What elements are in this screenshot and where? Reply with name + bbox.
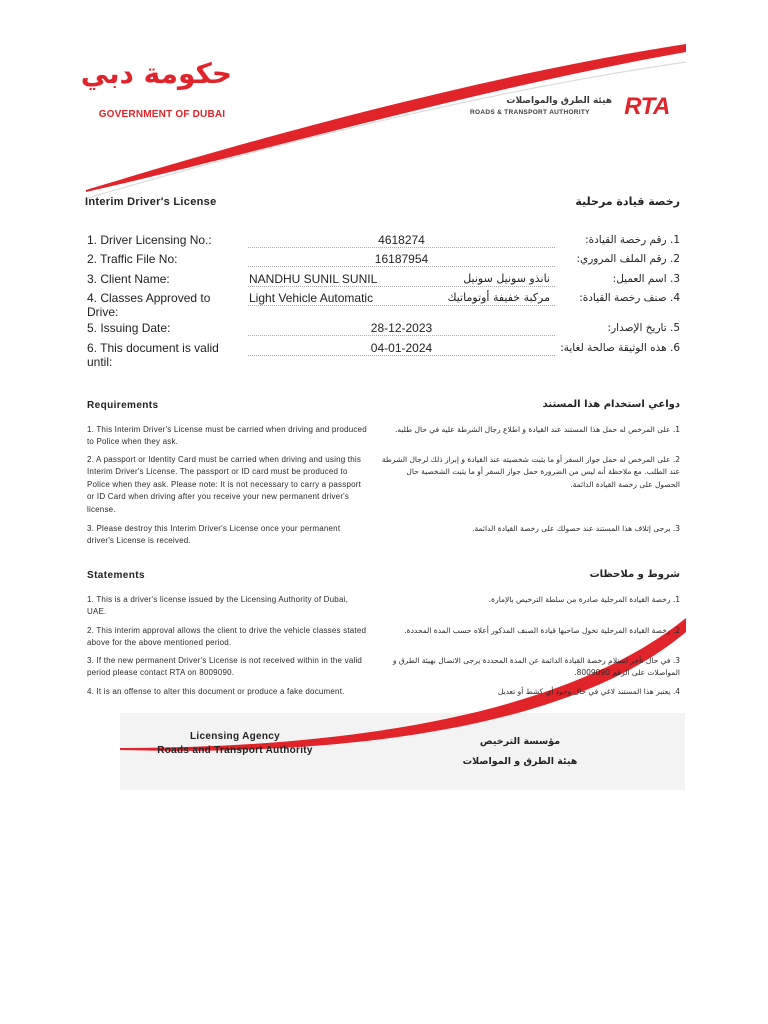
statement-item-en: 3. If the new permanent Driver's License is not received within in the valid period please contact RTA on 8009090. [87, 656, 363, 678]
field-label-ar: 4. صنف رخصة القيادة: [579, 292, 680, 304]
field-value: 4618274 [378, 233, 425, 247]
requirements-heading-en: Requirements [87, 400, 159, 411]
requirement-item-ar: 2. على المرخص له حمل جواز السفر أو ما يثبت شخصيته عند القيادة و إبراز ذلك لرجال الشرطة عند الطلب. مع ملاحظة أنه ليس من الضرورة حمل جواز السفر أو ما يثبت الشخصية حال الحصول على رخصة القيادة الدائمة. [381, 455, 680, 489]
footer-licensing-agency-ar: مؤسسة الترخيص [479, 736, 561, 747]
field-value: 28-12-2023 [370, 321, 433, 335]
field-value: 16187954 [374, 252, 429, 266]
field-value: NANDHU SUNIL SUNIL [249, 272, 378, 286]
statement-item-ar: 4. يعتبر هذا المستند لاغي في حال وجود أي كشط أو تعديل [497, 687, 680, 696]
document-title-en: Interim Driver's License [85, 196, 217, 208]
field-label-ar: 3. اسم العميل: [612, 273, 680, 285]
field-value-cell [248, 272, 555, 287]
requirement-item-en: 1. This Interim Driver's License must be carried when driving and produced to Police when they ask. [87, 425, 367, 447]
requirement-item-en: 3. Please destroy this Interim Driver's License once your permanent driver's License is received. [87, 524, 341, 546]
statement-item-en: 4. It is an offense to alter this document or produce a fake document. [87, 687, 345, 696]
field-value-ar: مركبة خفيفة أوتوماتيك [447, 291, 550, 304]
requirements-heading-ar: دواعي استخدام هذا المستند [542, 399, 680, 410]
statement-item-ar: 3. في حال تأخر استلام رخصة القيادة الدائمة عن المدة المحددة يرجى الاتصال بهيئة الطرق و المواصلات على الرقم 8009090. [392, 656, 680, 678]
field-label-en: 6. This document is valid until: [87, 341, 219, 369]
field-value-cell [248, 233, 555, 248]
footer-authority-ar: هيئة الطرق و المواصلات [462, 756, 578, 767]
statement-item-ar: 2. رخصة القيادة المرحلية تخول صاحبها قيادة الصنف المذكور أعلاه حسب المدة المحددة. [404, 626, 680, 635]
requirement-item-ar: 3. يرجى إتلاف هذا المستند عند حصولك على رخصة القيادة الدائمة. [472, 524, 680, 533]
government-of-dubai-logo-english: GOVERNMENT OF DUBAI [98, 109, 226, 120]
rta-logo-english: ROADS & TRANSPORT AUTHORITY [470, 109, 590, 116]
field-label-ar: 2. رقم الملف المروري: [576, 253, 680, 265]
field-value-cell [248, 341, 555, 356]
government-of-dubai-logo-arabic: حكومة دبي [80, 57, 232, 90]
field-value: Light Vehicle Automatic [249, 291, 374, 305]
statement-item-en: 1. This is a driver's license issued by the Licensing Authority of Dubai, UAE. [87, 595, 348, 617]
field-value: 04-01-2024 [370, 341, 433, 355]
field-label-en: 3. Client Name: [87, 272, 170, 286]
footer-licensing-agency-en: Licensing Agency [189, 731, 280, 742]
requirement-item-en: 2. A passport or Identity Card must be carried when driving and using this Interim Driver's License. The passport or ID card must be produced to Police when they ask. Please note: It is not necessary to carry a passport or ID Card when driving after you receive your new permanent driver's license. [87, 455, 362, 514]
field-value-cell [248, 291, 555, 306]
rta-logo-arabic: هيئة الطرق والمواصلات [506, 96, 612, 106]
field-label-en: 4. Classes Approved to Drive: [87, 291, 211, 319]
statements-heading-ar: شروط و ملاحظات [589, 569, 680, 580]
statement-item-ar: 1. رخصة القيادة المرحلية صادرة من سلطة الترخيص بالإمارة. [488, 595, 680, 604]
field-label-en: 2. Traffic File No: [87, 252, 178, 266]
field-label-ar: 6. هذه الوثيقة صالحة لغاية: [560, 342, 680, 354]
document-title-ar: رخصة قيادة مرحلية [575, 195, 680, 208]
field-value-cell [248, 252, 555, 267]
field-label-ar: 5. تاريخ الإصدار: [607, 322, 680, 334]
field-value-ar: نانذو سونيل سونيل [463, 272, 550, 285]
field-label-ar: 1. رقم رخصة القيادة: [585, 234, 680, 246]
requirement-item-ar: 1. على المرخص له حمل هذا المستند عند القيادة و اطلاع رجال الشرطة عليه في حال طلبه. [394, 425, 680, 434]
field-value-cell [248, 321, 555, 336]
statement-item-en: 2. This interim approval allows the client to drive the vehicle classes stated above for the above mentioned period. [87, 626, 367, 648]
rta-logo-mark: RTA [624, 93, 670, 120]
field-label-en: 1. Driver Licensing No.: [87, 233, 212, 247]
statements-heading-en: Statements [87, 570, 145, 581]
footer-authority-en: Roads and Transport Authority [157, 745, 313, 756]
field-label-en: 5. Issuing Date: [87, 321, 171, 335]
